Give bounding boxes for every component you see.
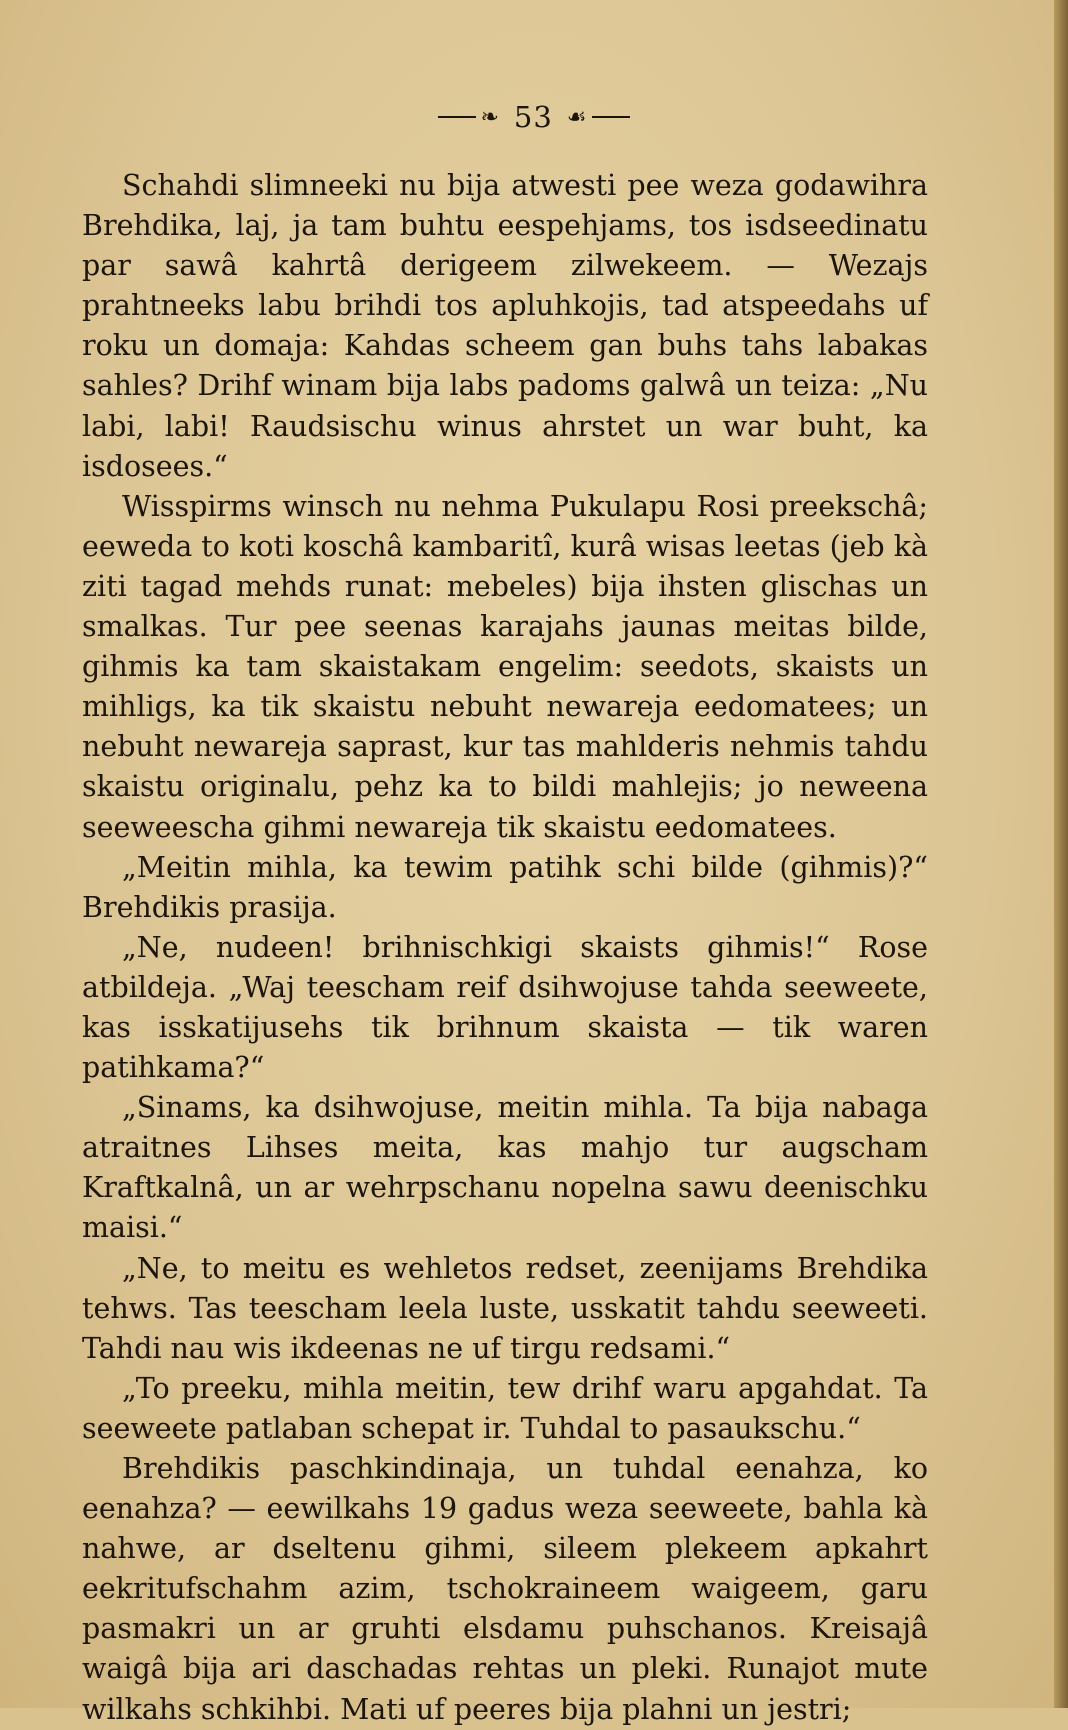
header-rule-right <box>592 116 630 118</box>
paragraph: „Meitin mihla, ka tewim patihk schi bilde (gihmis)?“ Brehdikis prasija. <box>82 850 928 924</box>
paragraph: Brehdikis paschkindinaja, un tuhdal eenahza, ko eenahza? — eewilkahs 19 gadus weza seeweete, bahla kà nahwe, ar dseltenu gihmi, sileem plekeem apkahrt eekritufschahm azim, tschokraineem waigeem, garu pasmakri un ar gruhti elsdamu puhschanos. Kreisajâ waigâ bija ari daschadas rehtas un pleki. Runajot mute wilkahs schkihbi. Mati uf peeres bija plahni un jestri; <box>82 1452 928 1726</box>
body-text <box>82 166 928 1730</box>
paragraph: „Sinams, ka dsihwojuse, meitin mihla. Ta bija nabaga atraitnes Lihses meita, kas mahjo tur augscham Kraftkalnâ, un ar wehrpschanu nopelna sawu deenischku maisi.“ <box>82 1091 928 1245</box>
paragraph: Schahdi slimneeki nu bija atwesti pee weza godawihra Brehdika, laj, ja tam buhtu eespehjams, tos isdseedinatu par sawâ kahrtâ derigeem zilwekeem. — Wezajs prahtneeks labu brihdi tos apluhkojis, tad atspeedahs uf roku un domaja: Kahdas scheem gan buhs tahs labakas sahles? Drihf winam bija labs padoms galwâ un teiza: „Nu labi, labi! Raudsischu winus ahrstet un war buht, ka isdosees.“ <box>82 169 928 483</box>
page-header <box>0 98 1068 134</box>
header-rule-left <box>438 116 476 118</box>
page-edge <box>1054 0 1068 1708</box>
paragraph: Wisspirms winsch nu nehma Pukulapu Rosi preekschâ; eeweda to koti koschâ kambaritî, kurâ wisas leetas (jeb kà ziti tagad mehds runat: mebeles) bija ihsten glischas un smalkas. Tur pee seenas karajahs jaunas meitas bilde, gihmis ka tam skaistakam engelim: seedots, skaists un mihligs, ka tik skaistu nebuht newareja eedomatees; un nebuht newareja saprast, kur tas mahlderis nehmis tahdu skaistu originalu, pehz ka to bildi mahlejis; jo neweena seeweescha gihmi newareja tik skaistu eedomatees. <box>82 489 928 844</box>
page-number: 53 <box>513 100 553 134</box>
ornament-left-icon: ❧ <box>480 104 500 130</box>
ornament-right-icon: ☙ <box>566 104 588 130</box>
paragraph: „Ne, nudeen! brihnischkigi skaists gihmis!“ Rose atbildeja. „Waj teescham reif dsihwojuse tahda seeweete, kas isskatijusehs tik brihnum skaista — tik waren patihkama?“ <box>82 930 928 1085</box>
paragraph: „Ne, to meitu es wehletos redset, zeenijams Brehdika tehws. Tas teescham leela luste, usskatit tahdu seeweeti. Tahdi nau wis ikdeenas ne uf tirgu redsami.“ <box>82 1251 928 1365</box>
paragraph: „To preeku, mihla meitin, tew drihf waru apgahdat. Ta seeweete patlaban schepat ir. Tuhdal to pasaukschu.“ <box>82 1371 928 1445</box>
